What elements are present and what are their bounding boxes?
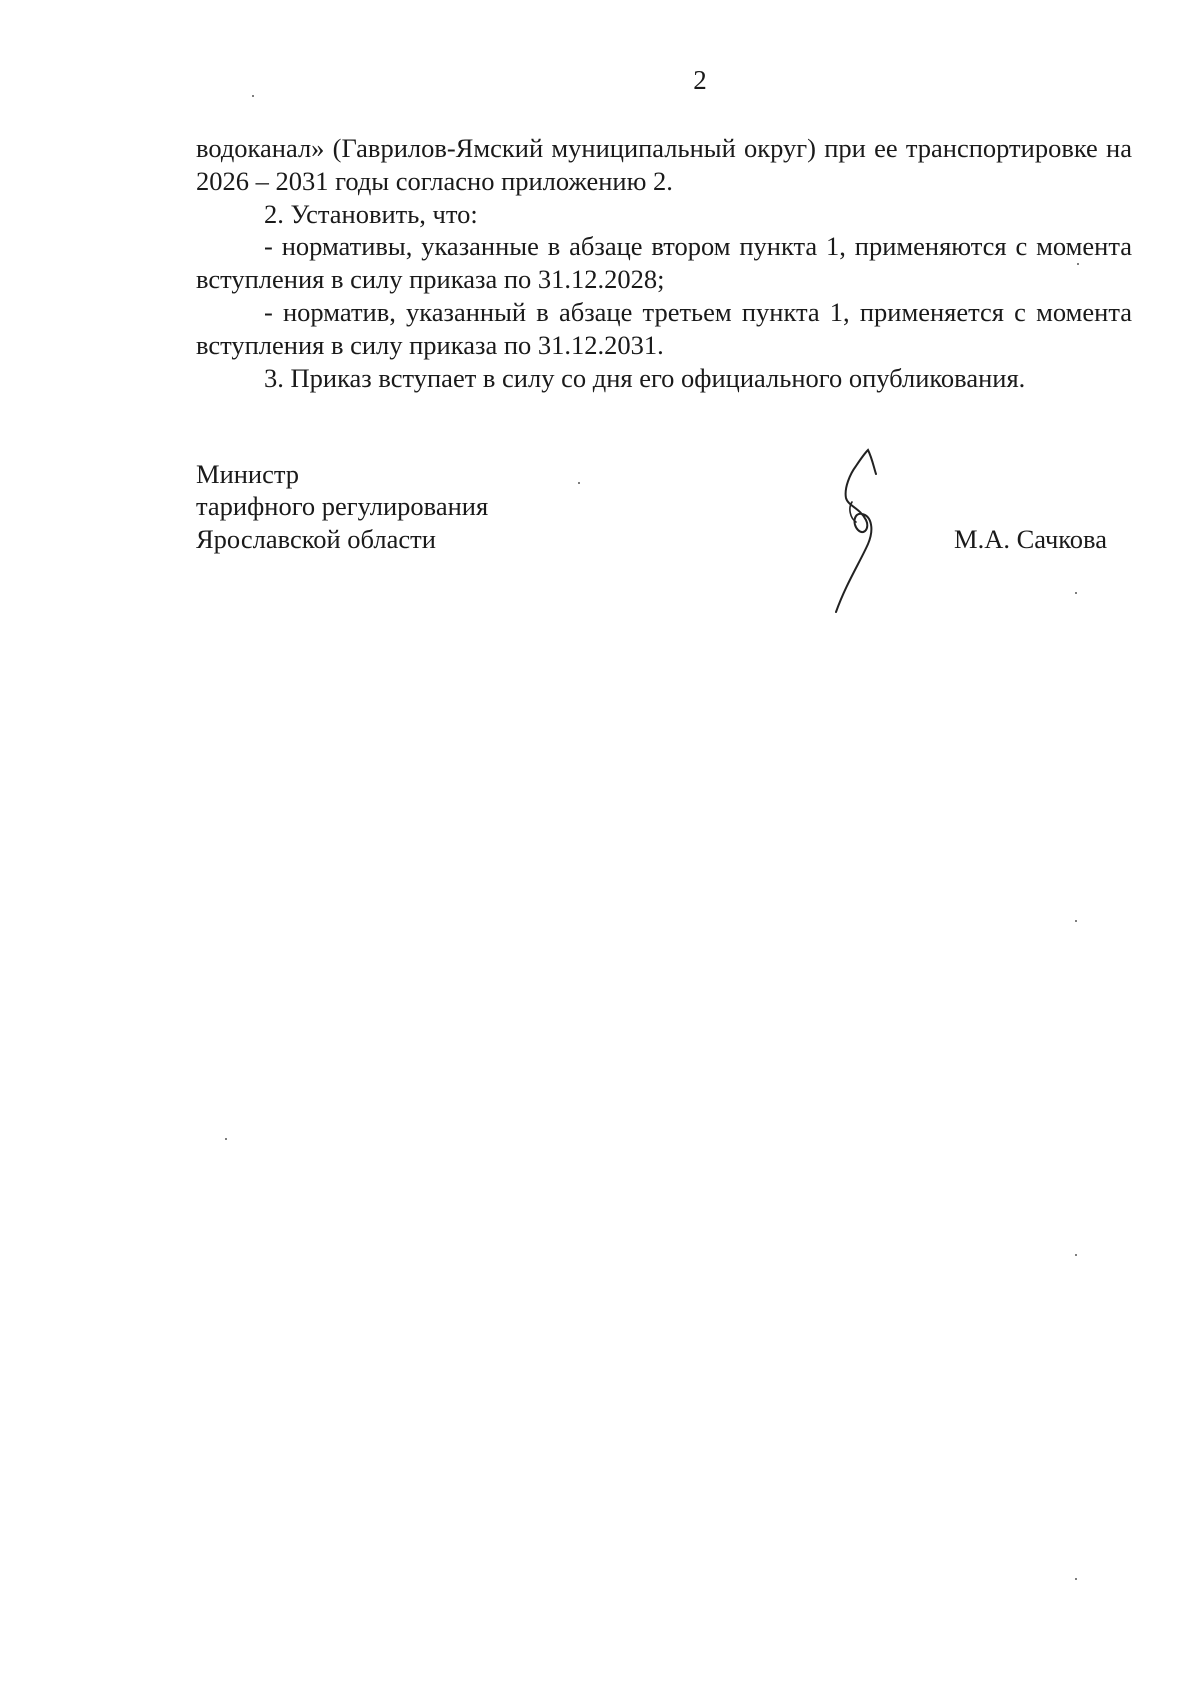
scan-speck	[578, 482, 580, 484]
paragraph-continuation: водоканал» (Гаврилов-Ямский муниципальный округ) при ее транспортировке на 2026 – 2031 годы согласно приложению 2.	[196, 133, 1132, 196]
scan-speck	[225, 1138, 227, 1140]
page-number	[0, 64, 1200, 96]
scan-speck	[1075, 1578, 1077, 1580]
scan-speck	[1075, 1254, 1077, 1256]
signature-block	[196, 458, 1132, 658]
scan-speck	[1077, 263, 1079, 265]
page-number-text: 2	[693, 65, 707, 95]
paragraph-item-2-norms-2028: - нормативы, указанные в абзаце втором пункта 1, применяются с момента вступления в силу приказа по 31.12.2028;	[196, 231, 1132, 295]
handwritten-signature	[808, 444, 928, 614]
scan-speck	[1075, 592, 1077, 594]
paragraph-item-2: 2. Установить, что:	[264, 198, 478, 229]
signer-title-line: Министр	[196, 459, 300, 489]
scan-speck	[252, 95, 254, 97]
paragraph-item-2-norm-2031: - норматив, указанный в абзаце третьем пункта 1, применяется с момента вступления в силу приказа по 31.12.2031.	[196, 296, 1132, 360]
scan-speck	[1075, 920, 1077, 922]
signer-name: М.А. Сачкова	[954, 524, 1107, 554]
signer-title-line: Ярославской области	[196, 523, 436, 554]
order-body	[196, 132, 1132, 394]
paragraph-item-3: 3. Приказ вступает в силу со дня его официального опубликования.	[264, 362, 1026, 393]
signer-title-line: тарифного регулирования	[196, 491, 489, 522]
